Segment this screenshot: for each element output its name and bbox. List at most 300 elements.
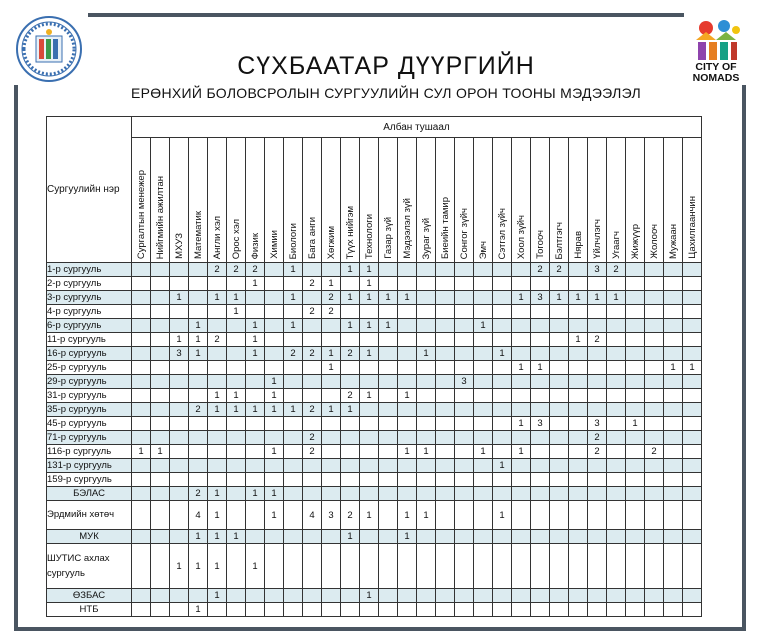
school-name-cell: 6-р сургууль: [47, 319, 132, 333]
vacancy-count-cell: [645, 589, 664, 603]
vacancy-count-cell: [512, 263, 531, 277]
vacancy-count-cell: [246, 445, 265, 459]
vacancy-count-cell: [683, 403, 702, 417]
vacancy-count-cell: [132, 263, 151, 277]
table-row: [47, 305, 702, 319]
vacancy-count-cell: [417, 389, 436, 403]
vacancy-count-cell: 1: [588, 291, 607, 305]
position-column-header: [151, 138, 170, 263]
vacancy-count-cell: [189, 459, 208, 473]
vacancy-count-cell: [588, 530, 607, 544]
position-column-header: [265, 138, 284, 263]
vacancy-count-cell: [189, 375, 208, 389]
vacancy-count-cell: [417, 333, 436, 347]
vacancy-count-cell: [151, 403, 170, 417]
vacancy-count-cell: [569, 403, 588, 417]
vacancy-count-cell: [683, 459, 702, 473]
vacancy-count-cell: [493, 361, 512, 375]
vacancy-count-cell: [417, 305, 436, 319]
vacancy-count-cell: 1: [265, 389, 284, 403]
vacancy-count-cell: [436, 361, 455, 375]
vacancy-count-cell: [303, 544, 322, 589]
vacancy-count-cell: [588, 375, 607, 389]
vacancy-count-cell: [512, 403, 531, 417]
position-column-label: Математик: [192, 210, 204, 259]
vacancy-count-cell: [303, 291, 322, 305]
vacancy-count-cell: [664, 277, 683, 291]
vacancy-count-cell: [531, 445, 550, 459]
vacancy-count-cell: [227, 473, 246, 487]
vacancy-count-cell: [132, 277, 151, 291]
vacancy-count-cell: [189, 291, 208, 305]
vacancy-count-cell: [455, 277, 474, 291]
vacancy-count-cell: [455, 417, 474, 431]
vacancy-count-cell: [531, 473, 550, 487]
vacancy-count-cell: [398, 459, 417, 473]
position-column-header: [246, 138, 265, 263]
vacancy-count-cell: [683, 319, 702, 333]
table-row: [47, 589, 702, 603]
vacancy-count-cell: 1: [189, 333, 208, 347]
vacancy-count-cell: [341, 375, 360, 389]
vacancy-count-cell: [531, 431, 550, 445]
vacancy-count-cell: [474, 291, 493, 305]
school-name-cell: 29-р сургууль: [47, 375, 132, 389]
vacancy-count-cell: 2: [645, 445, 664, 459]
vacancy-count-cell: [322, 263, 341, 277]
vacancy-count-cell: 1: [246, 319, 265, 333]
vacancy-count-cell: 1: [208, 589, 227, 603]
vacancy-count-cell: 2: [246, 263, 265, 277]
vacancy-count-cell: [569, 603, 588, 617]
vacancy-count-cell: [664, 544, 683, 589]
vacancy-count-cell: [664, 501, 683, 530]
vacancy-count-cell: [683, 347, 702, 361]
vacancy-count-cell: [341, 361, 360, 375]
vacancy-count-cell: [227, 431, 246, 445]
vacancy-count-cell: [607, 530, 626, 544]
vacancy-count-cell: [132, 603, 151, 617]
vacancy-count-cell: [417, 589, 436, 603]
school-name-cell: 1-р сургууль: [47, 263, 132, 277]
vacancy-count-cell: [322, 544, 341, 589]
vacancy-count-cell: [493, 487, 512, 501]
vacancy-count-cell: [398, 319, 417, 333]
vacancy-count-cell: [607, 589, 626, 603]
school-name-header: Сургуулийн нэр: [47, 117, 132, 263]
vacancy-count-cell: 3: [322, 501, 341, 530]
vacancy-count-cell: [170, 403, 189, 417]
position-column-label: Сэтгэл зүйч: [496, 207, 508, 259]
vacancy-count-cell: 1: [322, 361, 341, 375]
vacancy-count-cell: [607, 277, 626, 291]
vacancy-count-cell: 1: [398, 445, 417, 459]
vacancy-count-cell: 1: [398, 530, 417, 544]
city-of-nomads-text: CITY OF NOMADS: [692, 61, 740, 84]
vacancy-count-cell: 1: [208, 530, 227, 544]
vacancy-count-cell: [265, 277, 284, 291]
vacancy-count-cell: [170, 487, 189, 501]
vacancy-count-cell: [246, 473, 265, 487]
vacancy-count-cell: 4: [303, 501, 322, 530]
vacancy-count-cell: [455, 473, 474, 487]
vacancy-count-cell: [398, 263, 417, 277]
vacancy-count-cell: [170, 501, 189, 530]
vacancy-count-cell: [303, 487, 322, 501]
vacancy-count-cell: 1: [284, 403, 303, 417]
vacancy-count-cell: [208, 305, 227, 319]
school-name-cell: 16-р сургууль: [47, 347, 132, 361]
vacancy-count-cell: [512, 459, 531, 473]
table-row: [47, 347, 702, 361]
position-column-label: Тогооч: [534, 230, 546, 259]
vacancy-count-cell: [436, 589, 455, 603]
vacancy-count-cell: [569, 389, 588, 403]
position-column-header: [284, 138, 303, 263]
vacancy-count-cell: [379, 347, 398, 361]
position-column-header: [417, 138, 436, 263]
vacancy-count-cell: [626, 589, 645, 603]
vacancy-count-cell: 2: [284, 347, 303, 361]
vacancy-count-cell: [379, 603, 398, 617]
vacancy-count-cell: [151, 277, 170, 291]
vacancy-count-cell: [132, 319, 151, 333]
vacancy-count-cell: 1: [493, 459, 512, 473]
vacancy-count-cell: 2: [322, 305, 341, 319]
vacancy-count-cell: [531, 319, 550, 333]
vacancy-count-cell: 2: [303, 431, 322, 445]
vacancy-count-cell: [398, 347, 417, 361]
vacancy-count-cell: [550, 347, 569, 361]
vacancy-count-cell: [170, 473, 189, 487]
vacancy-count-cell: [550, 403, 569, 417]
vacancy-count-cell: [132, 459, 151, 473]
vacancy-count-cell: [664, 459, 683, 473]
vacancy-count-cell: [322, 445, 341, 459]
position-column-header: [322, 138, 341, 263]
vacancy-count-cell: [493, 431, 512, 445]
table-row: [47, 431, 702, 445]
vacancy-count-cell: [189, 445, 208, 459]
vacancy-count-cell: [531, 403, 550, 417]
vacancy-count-cell: [512, 375, 531, 389]
vacancy-count-cell: 3: [588, 263, 607, 277]
vacancy-count-cell: [360, 361, 379, 375]
vacancy-count-cell: [607, 347, 626, 361]
vacancy-count-cell: [170, 603, 189, 617]
vacancy-count-cell: 1: [265, 445, 284, 459]
vacancy-count-cell: [246, 603, 265, 617]
vacancy-count-cell: [626, 403, 645, 417]
vacancy-count-cell: 1: [398, 291, 417, 305]
vacancy-count-cell: [341, 487, 360, 501]
vacancy-count-cell: [550, 487, 569, 501]
vacancy-count-cell: [303, 473, 322, 487]
position-column-label: Мэдээлэл зүй: [401, 198, 413, 259]
vacancy-count-cell: [341, 277, 360, 291]
vacancy-count-cell: [493, 333, 512, 347]
vacancy-count-cell: [588, 589, 607, 603]
vacancy-count-cell: [151, 487, 170, 501]
vacancy-count-cell: [227, 375, 246, 389]
vacancy-count-cell: [322, 417, 341, 431]
vacancy-count-cell: [512, 473, 531, 487]
vacancy-count-cell: [645, 417, 664, 431]
vacancy-count-cell: [170, 417, 189, 431]
vacancy-count-cell: [208, 431, 227, 445]
vacancy-count-cell: [436, 305, 455, 319]
vacancy-count-cell: [227, 445, 246, 459]
vacancy-count-cell: [170, 375, 189, 389]
vacancy-count-cell: [569, 544, 588, 589]
position-column-header: [683, 138, 702, 263]
vacancy-count-cell: [398, 361, 417, 375]
vacancy-count-cell: [170, 263, 189, 277]
position-column-label: Үйлчлэгч: [591, 219, 603, 259]
vacancy-count-cell: [493, 544, 512, 589]
vacancy-count-cell: 1: [208, 501, 227, 530]
vacancy-count-cell: [493, 473, 512, 487]
vacancy-count-cell: [474, 305, 493, 319]
vacancy-count-cell: [284, 305, 303, 319]
vacancy-count-cell: [417, 361, 436, 375]
vacancy-count-cell: [379, 333, 398, 347]
vacancy-count-cell: [683, 263, 702, 277]
vacancy-count-cell: [341, 473, 360, 487]
vacancy-count-cell: [227, 459, 246, 473]
vacancy-count-cell: [664, 333, 683, 347]
vacancy-count-cell: [588, 473, 607, 487]
position-column-header: [189, 138, 208, 263]
vacancy-count-cell: [417, 319, 436, 333]
vacancy-count-cell: [246, 417, 265, 431]
vacancy-count-cell: [265, 263, 284, 277]
vacancy-count-cell: [132, 501, 151, 530]
vacancy-count-cell: [379, 403, 398, 417]
vacancy-count-cell: [227, 589, 246, 603]
position-group-header: Албан тушаал: [132, 117, 702, 138]
vacancy-count-cell: [683, 589, 702, 603]
vacancy-count-cell: 1: [170, 291, 189, 305]
vacancy-count-cell: [151, 431, 170, 445]
vacancy-count-cell: [607, 375, 626, 389]
vacancy-count-cell: [550, 431, 569, 445]
vacancy-count-cell: 2: [303, 277, 322, 291]
vacancy-count-cell: [607, 501, 626, 530]
vacancy-count-cell: [303, 417, 322, 431]
vacancy-count-cell: [455, 530, 474, 544]
vacancy-count-cell: [436, 375, 455, 389]
vacancy-count-cell: [550, 589, 569, 603]
vacancy-count-cell: [322, 375, 341, 389]
vacancy-count-cell: [303, 333, 322, 347]
vacancy-count-cell: [569, 277, 588, 291]
vacancy-count-cell: [436, 333, 455, 347]
vacancy-count-cell: [227, 544, 246, 589]
vacancy-count-cell: 1: [227, 305, 246, 319]
vacancy-count-cell: [284, 361, 303, 375]
vacancy-count-cell: [512, 347, 531, 361]
vacancy-count-cell: [379, 361, 398, 375]
position-column-label: Физик: [249, 232, 261, 259]
vacancy-count-cell: [474, 389, 493, 403]
position-column-header: [170, 138, 189, 263]
vacancy-count-cell: [607, 389, 626, 403]
vacancy-count-cell: [664, 319, 683, 333]
position-column-label: Нийгмийн ажилтан: [154, 175, 166, 259]
vacancy-count-cell: [645, 403, 664, 417]
position-column-label: Нярав: [572, 231, 584, 259]
vacancy-count-cell: 1: [170, 544, 189, 589]
vacancy-count-cell: [170, 361, 189, 375]
school-name-cell: 131-р сургууль: [47, 459, 132, 473]
position-column-header: [227, 138, 246, 263]
vacancy-count-cell: 1: [284, 263, 303, 277]
vacancy-count-cell: 2: [208, 333, 227, 347]
vacancy-count-cell: 2: [303, 305, 322, 319]
vacancy-count-cell: [645, 431, 664, 445]
vacancy-count-cell: [170, 589, 189, 603]
vacancy-count-cell: [436, 431, 455, 445]
vacancy-count-cell: 1: [664, 361, 683, 375]
vacancy-count-cell: 1: [360, 389, 379, 403]
table-row: [47, 361, 702, 375]
vacancy-count-cell: 1: [417, 347, 436, 361]
vacancy-count-cell: 1: [379, 291, 398, 305]
vacancy-count-cell: [645, 389, 664, 403]
vacancy-count-cell: [132, 291, 151, 305]
vacancy-count-cell: [474, 417, 493, 431]
vacancy-count-cell: [626, 263, 645, 277]
table-row: [47, 603, 702, 617]
position-column-header: [607, 138, 626, 263]
vacancy-count-cell: [341, 431, 360, 445]
vacancy-count-cell: [417, 544, 436, 589]
table-row: [47, 291, 702, 305]
vacancy-count-cell: [645, 501, 664, 530]
vacancy-count-cell: 2: [588, 431, 607, 445]
vacancy-count-cell: [645, 333, 664, 347]
vacancy-count-cell: 1: [189, 603, 208, 617]
position-column-label: Хөгжим: [325, 225, 337, 259]
vacancy-count-cell: [379, 277, 398, 291]
vacancy-count-cell: [607, 487, 626, 501]
district-emblem-logo: [10, 14, 88, 84]
vacancy-count-cell: [645, 277, 664, 291]
vacancy-count-cell: [265, 603, 284, 617]
vacancy-count-cell: [341, 305, 360, 319]
vacancy-count-cell: [132, 431, 151, 445]
vacancy-count-cell: [588, 487, 607, 501]
vacancy-count-cell: [379, 389, 398, 403]
position-column-label: МХУЗ: [173, 233, 185, 259]
position-column-label: Жолооч: [648, 224, 660, 259]
school-name-cell: 159-р сургууль: [47, 473, 132, 487]
vacancy-count-cell: [341, 445, 360, 459]
vacancy-count-cell: [132, 361, 151, 375]
vacancy-count-cell: [588, 459, 607, 473]
vacancy-count-cell: [550, 375, 569, 389]
vacancy-count-cell: [189, 417, 208, 431]
vacancy-count-cell: [683, 375, 702, 389]
position-column-label: Угаагч: [610, 231, 622, 259]
vacancy-count-cell: [379, 305, 398, 319]
vacancy-count-cell: [360, 305, 379, 319]
table-row: [47, 263, 702, 277]
vacancy-count-cell: [417, 431, 436, 445]
vacancy-count-cell: [683, 501, 702, 530]
vacancy-count-cell: [531, 375, 550, 389]
vacancy-count-cell: [360, 603, 379, 617]
vacancy-count-cell: [322, 487, 341, 501]
vacancy-count-cell: 1: [531, 361, 550, 375]
vacancy-count-cell: [246, 291, 265, 305]
vacancy-count-cell: [474, 487, 493, 501]
vacancy-count-cell: 1: [550, 291, 569, 305]
vacancy-count-cell: [512, 530, 531, 544]
position-column-header: [645, 138, 664, 263]
table-body: [47, 263, 702, 617]
vacancy-count-cell: [645, 305, 664, 319]
vacancy-count-cell: [436, 403, 455, 417]
page-subtitle: ЕРӨНХИЙ БОЛОВСРОЛЫН СУРГУУЛИЙН СУЛ ОРОН ТООНЫ МЭДЭЭЛЭЛ: [131, 85, 641, 101]
vacancy-count-cell: 2: [208, 263, 227, 277]
vacancy-count-cell: [569, 445, 588, 459]
vacancy-count-cell: [379, 473, 398, 487]
vacancy-count-cell: 1: [265, 403, 284, 417]
vacancy-count-cell: 2: [588, 333, 607, 347]
vacancy-count-cell: [265, 459, 284, 473]
vacancy-count-cell: [569, 459, 588, 473]
vacancy-count-cell: [227, 487, 246, 501]
vacancy-count-cell: 1: [151, 445, 170, 459]
vacancy-count-cell: [151, 305, 170, 319]
vacancy-count-cell: 1: [417, 501, 436, 530]
vacancy-count-cell: 1: [189, 544, 208, 589]
position-column-label: Түүх нийгэм: [344, 205, 356, 259]
vacancy-count-cell: [417, 487, 436, 501]
vacancy-count-cell: [512, 333, 531, 347]
vacancy-count-cell: [360, 431, 379, 445]
vacancy-count-cell: [607, 361, 626, 375]
vacancy-count-cell: [645, 291, 664, 305]
vacancy-count-cell: [455, 291, 474, 305]
vacancy-count-cell: [493, 319, 512, 333]
vacancy-count-cell: [284, 375, 303, 389]
vacancy-count-cell: 3: [531, 417, 550, 431]
vacancy-count-cell: [246, 361, 265, 375]
vacancy-count-cell: 1: [512, 417, 531, 431]
vacancy-count-cell: [132, 487, 151, 501]
position-header-row: [47, 138, 702, 263]
vacancy-count-cell: [189, 473, 208, 487]
vacancy-count-cell: [227, 501, 246, 530]
vacancy-count-cell: [151, 530, 170, 544]
vacancy-count-cell: [436, 389, 455, 403]
vacancy-count-cell: [512, 319, 531, 333]
vacancy-count-cell: [455, 389, 474, 403]
vacancy-count-cell: [265, 347, 284, 361]
vacancy-count-cell: [151, 473, 170, 487]
vacancy-count-cell: [265, 319, 284, 333]
vacancy-count-cell: [398, 403, 417, 417]
vacancy-count-cell: [379, 417, 398, 431]
vacancy-count-cell: [303, 319, 322, 333]
vacancy-count-cell: 1: [246, 403, 265, 417]
vacancy-count-cell: [417, 603, 436, 617]
vacancy-count-cell: [208, 347, 227, 361]
vacancy-count-cell: [284, 603, 303, 617]
